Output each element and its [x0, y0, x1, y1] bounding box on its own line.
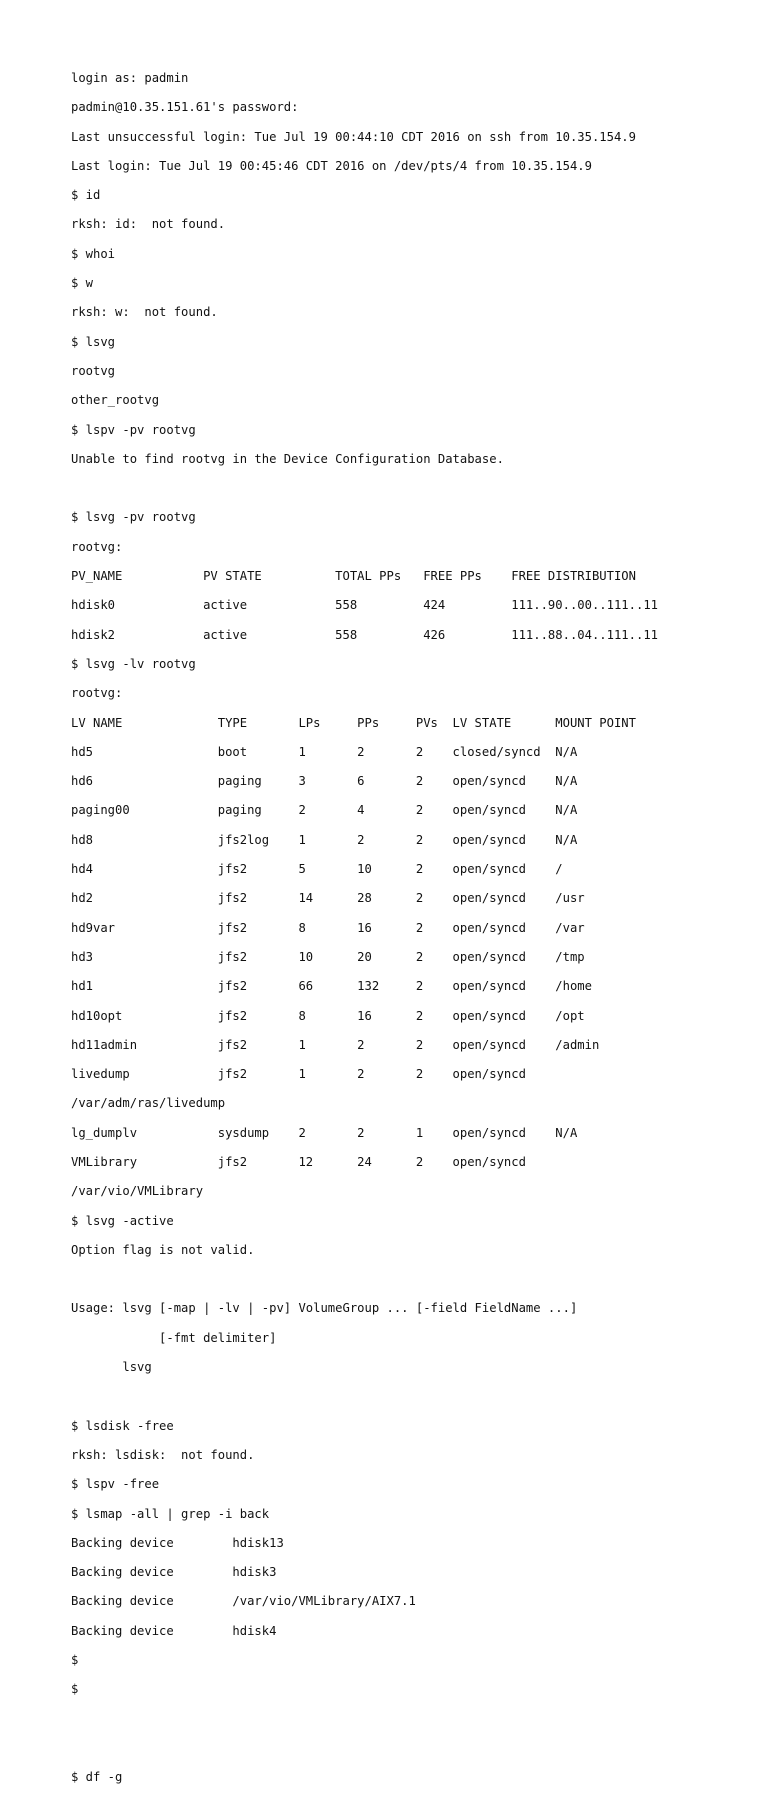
- terminal-line: Last login: Tue Jul 19 00:45:46 CDT 2016 on /dev/pts/4 from 10.35.154.9: [71, 158, 592, 173]
- terminal-line: login as: padmin: [71, 71, 189, 85]
- terminal-line: Unable to find rootvg in the Device Configuration Database.: [71, 451, 504, 466]
- terminal-line: hdisk0 active 558 424 111..90..00..111..11: [71, 598, 658, 613]
- terminal-line: rootvg:: [71, 539, 123, 554]
- terminal-line: hd4 jfs2 5 10 2 open/syncd /: [71, 862, 563, 877]
- terminal-line: hd9var jfs2 8 16 2 open/syncd /var: [71, 920, 585, 935]
- terminal-line: rootvg: [71, 363, 116, 378]
- terminal-line: Backing device hdisk4: [71, 1623, 277, 1638]
- terminal-line: Usage: lsvg [-map | -lv | -pv] VolumeGroup ... [-field FieldName ...]: [71, 1301, 578, 1316]
- terminal-line: Last unsuccessful login: Tue Jul 19 00:44:10 CDT 2016 on ssh from 10.35.154.9: [71, 129, 636, 144]
- terminal-line: hd10opt jfs2 8 16 2 open/syncd /opt: [71, 1008, 585, 1023]
- terminal-line: livedump jfs2 1 2 2 open/syncd: [71, 1067, 526, 1082]
- terminal-line: Backing device /var/vio/VMLibrary/AIX7.1: [71, 1594, 416, 1609]
- terminal-output[interactable]: [71, 71, 761, 1800]
- terminal-line: hd3 jfs2 10 20 2 open/syncd /tmp: [71, 949, 585, 964]
- terminal-line: hd5 boot 1 2 2 closed/syncd N/A: [71, 744, 578, 759]
- terminal-line: LV NAME TYPE LPs PPs PVs LV STATE MOUNT POINT: [71, 715, 636, 730]
- terminal-line: hdisk2 active 558 426 111..88..04..111..11: [71, 627, 658, 642]
- terminal-prompt-line[interactable]: $ df -g: [71, 1770, 123, 1785]
- terminal-line: paging00 paging 2 4 2 open/syncd N/A: [71, 803, 578, 818]
- terminal-line: /var/vio/VMLibrary: [71, 1184, 204, 1199]
- terminal-line: rksh: id: not found.: [71, 217, 226, 232]
- terminal-line: hd2 jfs2 14 28 2 open/syncd /usr: [71, 891, 585, 906]
- terminal-line: padmin@10.35.151.61's password:: [71, 100, 299, 115]
- terminal-line: PV_NAME PV STATE TOTAL PPs FREE PPs FREE DISTRIBUTION: [71, 569, 636, 584]
- terminal-line: rksh: lsdisk: not found.: [71, 1447, 255, 1462]
- terminal-line: hd11admin jfs2 1 2 2 open/syncd /admin: [71, 1037, 600, 1052]
- terminal-line: $ whoi: [71, 246, 116, 261]
- terminal-line: Backing device hdisk13: [71, 1535, 284, 1550]
- terminal-line: /var/adm/ras/livedump: [71, 1096, 226, 1111]
- terminal-line: $ w: [71, 276, 94, 291]
- terminal-line: rootvg:: [71, 686, 123, 701]
- terminal-line: [-fmt delimiter]: [71, 1330, 277, 1345]
- terminal-line: lsvg: [71, 1360, 152, 1375]
- terminal-line: hd1 jfs2 66 132 2 open/syncd /home: [71, 979, 592, 994]
- terminal-line: $: [71, 1653, 79, 1668]
- terminal-line: [71, 1741, 761, 1756]
- terminal-line: Option flag is not valid.: [71, 1242, 255, 1257]
- terminal-line: [71, 1712, 761, 1727]
- terminal-line: $ lsvg -active: [71, 1213, 174, 1228]
- terminal-line: rksh: w: not found.: [71, 305, 218, 320]
- terminal-line: $ id: [71, 188, 101, 203]
- terminal-line: $ lsvg -pv rootvg: [71, 510, 196, 525]
- terminal-line: hd8 jfs2log 1 2 2 open/syncd N/A: [71, 832, 578, 847]
- terminal-line: hd6 paging 3 6 2 open/syncd N/A: [71, 774, 578, 789]
- terminal-line: [71, 1272, 761, 1287]
- terminal-line: $ lsmap -all | grep -i back: [71, 1506, 270, 1521]
- terminal-line: VMLibrary jfs2 12 24 2 open/syncd: [71, 1154, 526, 1169]
- terminal-line: $ lspv -pv rootvg: [71, 422, 196, 437]
- terminal-line: $ lspv -free: [71, 1477, 160, 1492]
- terminal-line: $ lsvg: [71, 334, 116, 349]
- terminal-line: $ lsdisk -free: [71, 1418, 174, 1433]
- terminal-line: [71, 481, 761, 496]
- terminal-line: [71, 1389, 761, 1404]
- terminal-line: $: [71, 1682, 79, 1697]
- terminal-line: other_rootvg: [71, 393, 160, 408]
- terminal-line: lg_dumplv sysdump 2 2 1 open/syncd N/A: [71, 1125, 578, 1140]
- terminal-line: $ lsvg -lv rootvg: [71, 656, 196, 671]
- terminal-line: Backing device hdisk3: [71, 1565, 277, 1580]
